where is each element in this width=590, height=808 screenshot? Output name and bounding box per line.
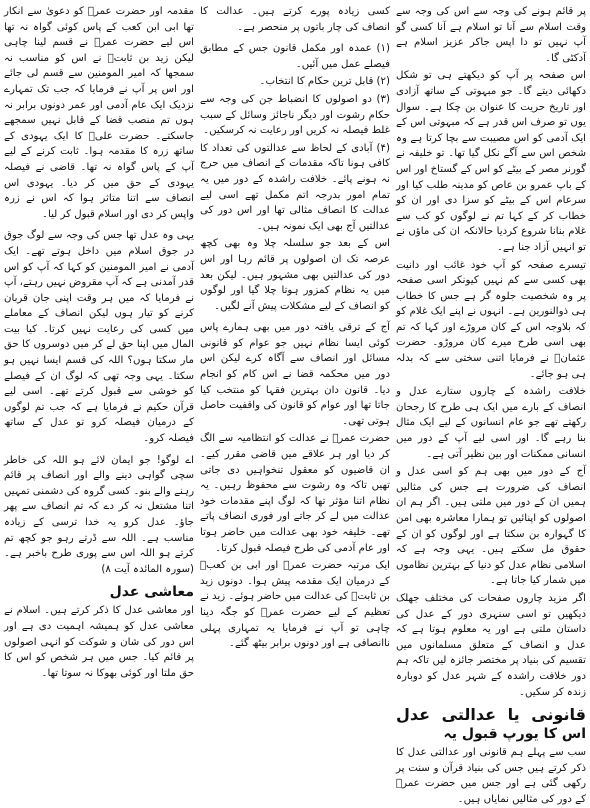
paragraph: سب سے پہلے ہم قانونی اور عدالتی عدل کا ذکر کرتے ہیں جس کی بنیاد قرآن و سنت پر رکھی گئی ہے اور جس میں حضرت عمرؓ کے دور کی مثالیں نمایاں ہیں۔ <box>396 747 586 805</box>
text-column-left <box>4 4 194 791</box>
paragraph: حضرت عمرؓ نے عدالت کو انتظامیہ سے الگ کر دیا اور ہر علاقے میں قاضی مقرر کیے۔ ان قاضیوں کو معقول تنخواہیں دی جاتی تھیں تاکہ وہ رشوت سے محفوظ رہیں۔ یہ نظام اتنا مؤثر تھا کہ لوگ اپنے مقدمات خود عدالت میں لے کر جاتے اور فوری انصاف پاتے تھے۔ خلیفہ خود بھی عدالت میں حاضر ہوتا اور عام آدمی کی طرح فیصلہ قبول کرتا۔ <box>200 433 390 554</box>
paragraph: یہی وہ عدل تھا جس کی وجہ سے لوگ جوق در جوق اسلام میں داخل ہوتے تھے۔ ایک آدمی نے امیر المومنین کو کہا کہ آپ کو اس قدر آمدنی ہے کہ آپ مقروض نہیں رہتے، آپ نے فرمایا کہ میں ہر وقت اپنی جان قربان کرنے کو تیار ہوں لیکن انصاف کے معاملے میں کسی کی رعایت نہیں کرتا۔ کیا بیت المال میں اپنا حق لے کر میں دوسروں کا حق مار سکتا ہوں؟ اللہ کی قسم ایسا نہیں ہو سکتا۔ یہی وجہ تھی کہ لوگ ان کے فیصلے کو خوشی سے قبول کرتے تھے۔ اسی لیے قرآن حکیم نے فرمایا ہے کہ جب تم لوگوں کے درمیان فیصلہ کرو تو عدل کے ساتھ فیصلہ کرو۔ <box>4 230 194 445</box>
section-heading-title: قانونی یا عدالتی عدل <box>396 705 586 725</box>
paragraph: اے لوگو! جو ایمان لائے ہو اللہ کی خاطر سچی گواہی دینے والے اور انصاف پر قائم رہنے والے بنو۔ کسی گروہ کی دشمنی تمہیں اتنا مشتعل نہ کر دے کہ تم انصاف سے پھر جاؤ۔ عدل کرو یہ خدا ترسی کے زیادہ مناسب ہے۔ اللہ سے ڈرتے رہو جو کچھ تم کرتے ہو اللہ اس سے پوری طرح باخبر ہے۔ (سورہ المائدہ آیت ۸) <box>4 454 194 575</box>
list-item: (۲) قابل ترین حکام کا انتخاب۔ <box>259 76 390 88</box>
paragraph: آج کے دور میں بھی ہم کو اسی عدل و انصاف کی ضرورت ہے جس کی مثالیں ہمیں ان کے دور میں ملتی ہیں۔ اگر ہم ان اصولوں کو اپنائیں تو ہمارا معاشرہ بھی امن کا گہوارہ بن سکتا ہے اور لوگوں کو ان کے حقوق مل سکتے ہیں۔ یہی وجہ ہے کہ اسلامی نظام عدل کو دنیا کے بہترین نظاموں میں شمار کیا جاتا ہے۔ <box>396 466 586 587</box>
paragraph: اور معاشی عدل کا ذکر کرتے ہیں۔ اسلام نے معاشی عدل کو ہمیشہ اہمیت دی ہے اور اس دور کی شان و شوکت کو انہی اصولوں پر قائم کیا۔ جس میں ہر شخص کو اس کا حق ملتا اور کوئی بھوکا نہ سوتا تھا۔ <box>4 605 194 679</box>
paragraph: مقدمہ اور حضرت عمرؓ کو دعویٰ سے انکار تھا ابی ابن کعب کے پاس کوئی گواہ نہ تھا اس لیے حضرت عمرؓ نے قسم لینا چاہی لیکن زید بن ثابتؓ نے اس کو مناسب نہ سمجھا کہ امیر المومنین سے قسم لی جائے اور اس پر آپ نے فرمایا کہ جب تک تمہارے نزدیک ایک عام آدمی اور عمر دونوں برابر نہ ہوں تم منصب قضا کے قابل نہیں سمجھے جاسکتے۔ حضرت علیؓ کا ایک یہودی کے ساتھ زرہ کا مقدمہ ہوا۔ ثابت کرنے کے لیے آپ کے پاس گواہ نہ تھا۔ قاضی نے فیصلہ یہودی کے حق میں کر دیا۔ یہودی اس انصاف سے اتنا متاثر ہوا کہ اس نے زرہ واپس کر دی اور اسلام قبول کر لیا۔ <box>4 6 194 220</box>
paragraph: اگر مزید چاروں صفحات کی مختلف جھلک دیکھیں تو اسی سنہری دور کے عدل کی داستان ملتی ہے اور یہ معلوم ہوتا ہے کہ عدل و انصاف کے متعلق مسلمانوں میں تقسیم کی بنیاد پر مختصر جائزہ لیں تاکہ ہم دور خلافت راشدہ کے شہر عدل کو دوبارہ زندہ کر سکیں۔ <box>396 592 586 698</box>
section-heading <box>396 706 586 743</box>
list-item: (۴) آبادی کے لحاظ سے عدالتوں کی تعداد کا کافی ہونا تاکہ مقدمات کے انصاف میں حرج نہ ہونے پائے۔ خلافت راشدہ کے دور میں یہ تمام امور بدرجہ اتم مکمل تھے اسی لیے عدالت کا انصاف مثالی تھا اور اس دور کی عدالتیں آج بھی ایک نمونہ ہیں۔ <box>200 142 390 232</box>
paragraph: خلافت راشدہ کے چاروں ستارے عدل و انصاف کے بارے میں ایک ہی طرح کا رجحان رکھتے تھے جو عام انسانوں کے لیے ایک مثال بنا رہے گا۔ اور اسی لیے آپ کے دور میں انسانی ممکنات اور بین نظیر آتی ہے۔ <box>396 386 586 460</box>
paragraph: آج کے ترقی یافتہ دور میں بھی ہمارے پاس کوئی ایسا نظام نہیں جو عوام کو قانونی مسائل اور انصاف سے آگاہ کرے لیکن اس دور میں محکمہ قضا نے اس کام کو انجام دیا۔ قانون دان بہترین فقہا کو منتخب کیا جاتا تھا اور عوام کو قانون کی واقفیت حاصل ہوتی تھی۔ <box>200 322 390 427</box>
list-item: (۳) دو اصولوں کا انضباط جن کی وجہ سے حکام رشوت اور دیگر ناجائز وسائل کے سبب غلط فیصلہ نہ کریں اور رعایت نہ کرسکیں۔ <box>200 93 390 137</box>
text-column-right <box>396 4 586 805</box>
paragraph: ایک مرتبہ حضرت عمرؓ اور ابی بن کعبؓ کے درمیان ایک مقدمہ پیش ہوا۔ دونوں زید بن ثابتؓ کی عدالت میں حاضر ہوئے۔ زید نے تعظیم کے لیے حضرت عمرؓ کو جگہ دینا چاہی تو آپ نے فرمایا یہ تمہاری پہلی ناانصافی ہے اور دونوں برابر بیٹھ گئے۔ <box>200 560 390 650</box>
paragraph: اس صفحہ پر آپ کو دیکھتے ہی تو شکل دکھائی دیتے گا۔ جو مبہوتی کے ساتھ آزادی اور تاریخ حریت کا عنوان بن چکا ہے۔ سوال یوں تو صرف اس قدر ہے کہ مبہوتی اس کے ایک آدمی کو اس مصیبت سے بچا کرتا ہے وہ شخص اس سے آگے نکل گیا تھا۔ تو خلیفہ نے گورنر مصر کے بیٹے کو اس کے گستاخ اور اس کے باپ عمرو بن عاص کو مدینہ طلب کیا اور سرعام اس کے بیٹے کو سزا دی اور ان کو خطاب کر کے کہا تم نے لوگوں کو کب سے غلام بنانا شروع کردیا حالانکہ ان کی ماؤں نے تو انہیں آزاد جنا ہے۔ <box>396 70 586 253</box>
text-column-middle <box>200 4 390 791</box>
section-heading-tail: اس کا یورپ قبول یہ <box>443 726 586 743</box>
section-heading: معاشی عدل <box>109 584 194 601</box>
paragraph: کسی زیادہ پورے کرتے ہیں۔ عدالت کا انصاف کی چار باتوں پر منحصر ہے۔ <box>200 6 390 33</box>
list-item: (۱) عمدہ اور مکمل قانون جس کے مطابق فیصلے عمل میں آئیں۔ <box>200 43 390 70</box>
paragraph: پر قائم ہونے کی وجہ سے اس کی وجہ سے وقت اسلام سے آنا تو اسلام ہے آنا کسی گو آپ نہیں تو دا اپس جاکر عزیز اسلام ہے آدکٹی گا۔ <box>396 6 586 64</box>
paragraph: تیسرے صفحہ کو آپ خود غائب اور دانیت بھی کسی سے کم نہیں کیونکر اسی صفحہ پر وہ شخصیت جلوہ گر ہے جس کا خطاب ہی ذوالنورین ہے۔ انہوں نے اپنے ایک غلام کو کہ بلاوجہ اس کے کان مروڑے اور کہا کہ تم بھی اسی طرح میرے کان مروڑو۔ حضرت عثمانؓ نے فرمایا اتنی سختی سے کہ بدلہ ہی ہو جائے۔ <box>396 259 586 380</box>
paragraph: اس کے بعد جو سلسلہ چلا وہ بھی کچھ عرصہ تک ان اصولوں پر قائم رہا اور اس دور کی عدالتیں بھی مشہور ہیں۔ لیکن بعد میں یہ نظام کمزور ہوتا چلا گیا اور لوگوں کو انصاف کے لیے مشکلات پیش آنے لگیں۔ <box>200 238 390 312</box>
